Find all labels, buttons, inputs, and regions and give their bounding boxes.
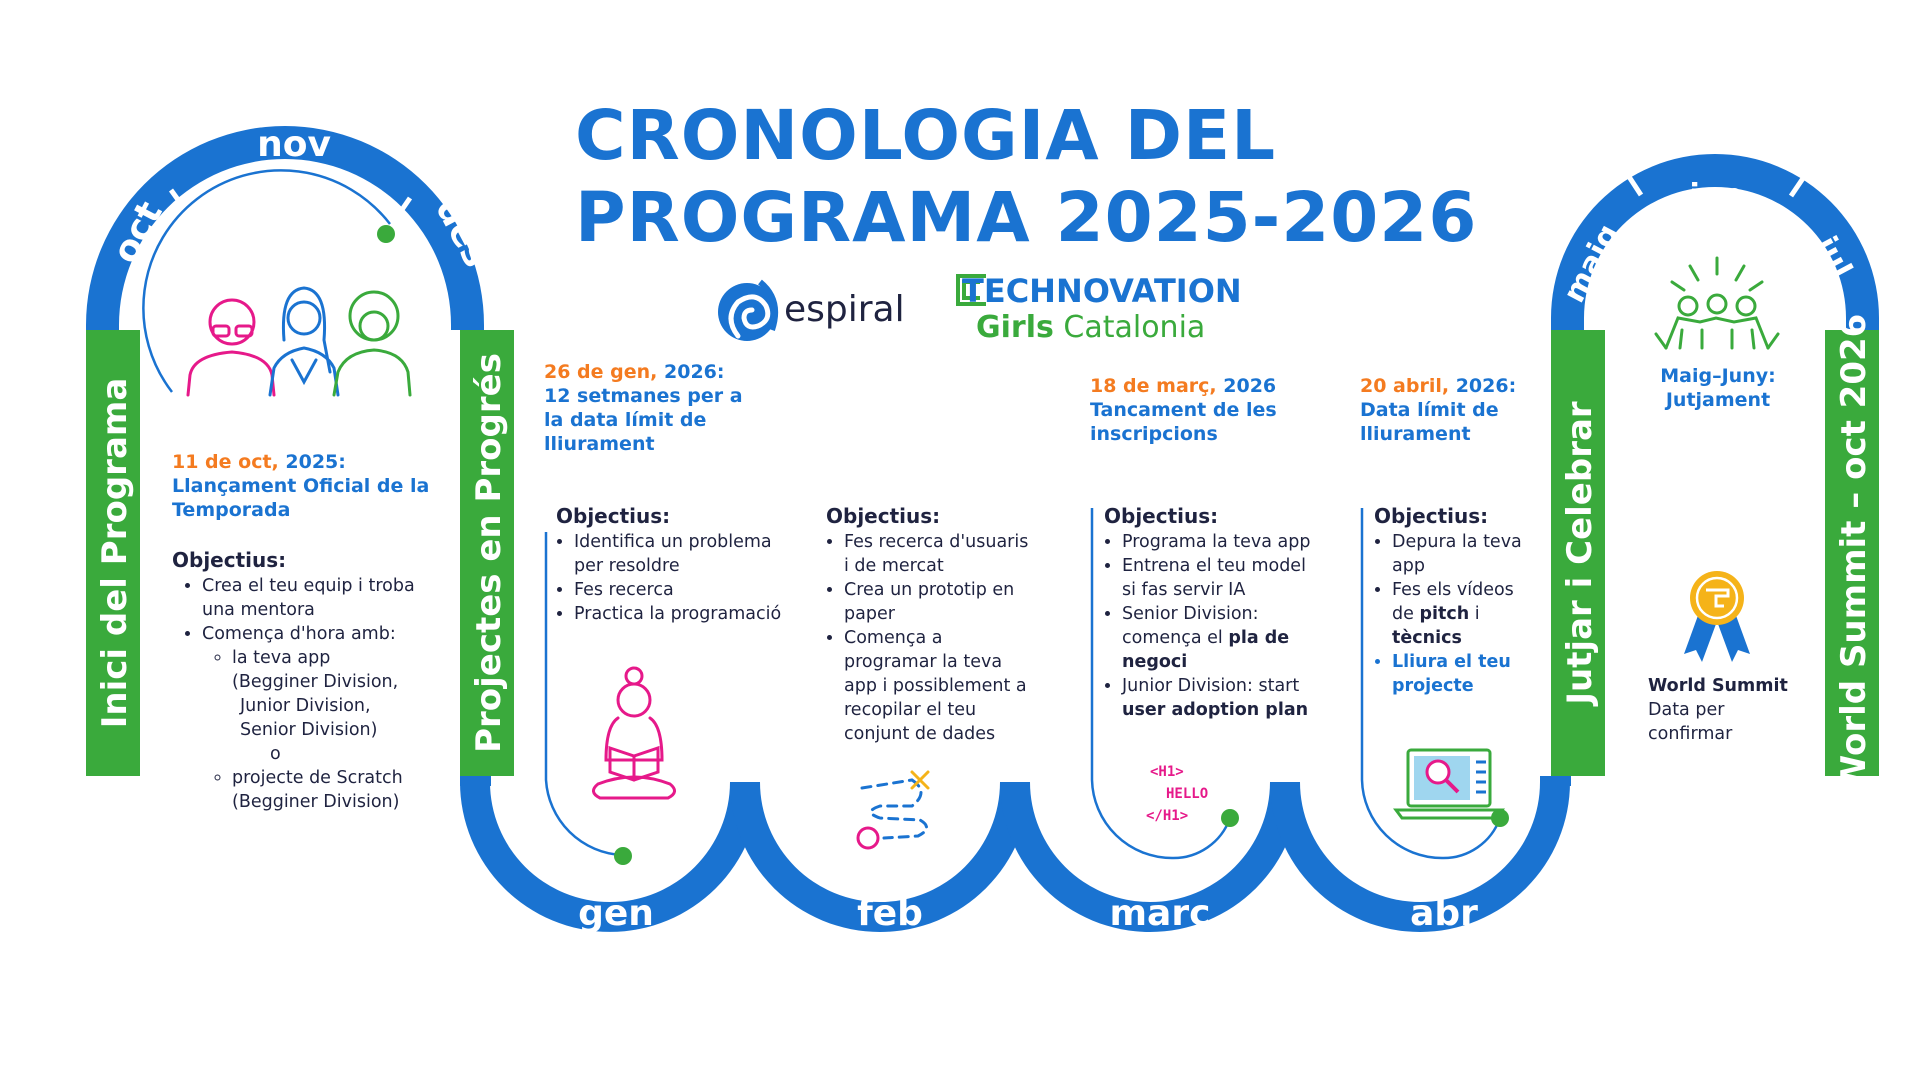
kickoff-goals: Objectius: • Crea el teu equip i troba una mentora • Comença d'hora amb: ◦ la teva app (Begginer Division, Junior Division, Senior Division) o ◦ projecte de Scratch (Begginer Division) [172,548,442,814]
list-item: ◦ projecte de Scratch (Begginer Division) [232,766,442,814]
list-item: • Entrena el teu model si fas servir IA [1122,554,1314,602]
list-item: • Senior Division: comença el pla de negoci [1122,602,1314,674]
feb-goals: Objectius: • Fes recerca d'usuaris i de mercat • Crea un prototip en paper • Comença a programar la teva app i possiblement a recopilar el teu conjunt de dades [826,504,1036,746]
reading-person-icon [593,668,674,798]
list-item: • Fes recerca [574,578,796,602]
list-item: ◦ la teva app (Begginer Division, Junior Division, Senior Division) o [232,646,442,766]
jan-date: 26 de gen, 2026: 12 setmanes per a la data límit de lliurament [544,361,743,455]
svg-text:<H1>: <H1> [1150,764,1184,780]
apr-date: 20 abril, 2026: Data límit de lliurament [1360,375,1517,445]
mar-date: 18 de març, 2026 Tancament de les inscripcions [1090,375,1277,445]
month-jun: jun [1689,178,1743,213]
list-item: • Identifica un problema per resoldre [574,530,796,578]
list-item: • Junior Division: start user adoption plan [1122,674,1314,722]
list-item: • Fes recerca d'usuaris i de mercat [844,530,1036,578]
list-item: • Fes els vídeos de pitch i tècnics [1392,578,1524,650]
month-des: des [427,191,498,274]
list-item: • Crea el teu equip i troba una mentora [202,574,442,622]
page-title [575,95,1555,259]
month-nov: nov [257,124,331,165]
month-jul: jul [1808,230,1859,285]
list-item: • Programa la teva app [1122,530,1314,554]
list-item: • Comença a programar la teva app i possiblement a recopilar el teu conjunt de dades [844,626,1036,746]
espiral-wordmark: espiral [784,289,905,330]
month-abr: abr [1410,893,1478,934]
list-item: • Depura la teva app [1392,530,1524,578]
judging-label: Maig–Juny: Jutjament [1660,365,1776,411]
month-marc: març [1109,893,1211,934]
team-icon [188,288,410,395]
list-item: • Practica la programació [574,602,796,626]
espiral-logo [718,275,905,345]
month-gen: gen [578,893,654,934]
summit-info: World Summit Data per confirmar [1648,676,1788,744]
phase-jutjar: Jutjar i Celebrar [1560,401,1600,705]
jan-goals: Objectius: • Identifica un problema per resoldre • Fes recerca • Practica la programació [556,504,796,626]
list-item: • Lliura el teu projecte [1392,650,1524,698]
kickoff-date: 11 de oct, 2025: Llançament Oficial de la Temporada [172,451,430,521]
code-icon [1146,764,1208,824]
month-maig: maig [1556,218,1627,309]
phase-projectes: Projectes en Progrés [469,353,509,753]
title-line-2: PROGRAMA 2025-2026 [575,178,1478,258]
apr-goals: Objectius: • Depura la teva app • Fes els vídeos de pitch i tècnics • Lliura el teu projecte [1374,504,1524,698]
month-feb: feb [857,893,923,934]
list-item: • Crea un prototip en paper [844,578,1036,626]
group-celebration-icon [1656,258,1778,348]
svg-text:HELLO: HELLO [1166,786,1209,802]
month-oct: oct [104,195,171,271]
prototype-path-icon [858,772,928,848]
svg-text:</H1>: </H1> [1146,808,1189,824]
technovation-subtitle: Girls Catalonia [976,310,1206,345]
medal-icon [1684,571,1750,662]
phase-summit: World Summit – oct 2026 [1834,313,1874,793]
technovation-logo [952,272,1272,344]
mar-goals: Objectius: • Programa la teva app • Entrena el teu model si fas servir IA • Senior Division: comença el pla de negoci • Junior Division: start user adoption plan [1104,504,1314,722]
phase-inici: Inici del Programa [95,377,135,729]
laptop-search-icon [1396,750,1502,818]
technovation-wordmark: TECHNOVATION [962,272,1242,310]
title-line-1: CRONOLOGIA DEL [575,96,1277,176]
list-item: • Comença d'hora amb: ◦ la teva app (Begginer Division, Junior Division, Senior Division) o ◦ projecte de Scratch (Begginer Division) [202,622,442,814]
